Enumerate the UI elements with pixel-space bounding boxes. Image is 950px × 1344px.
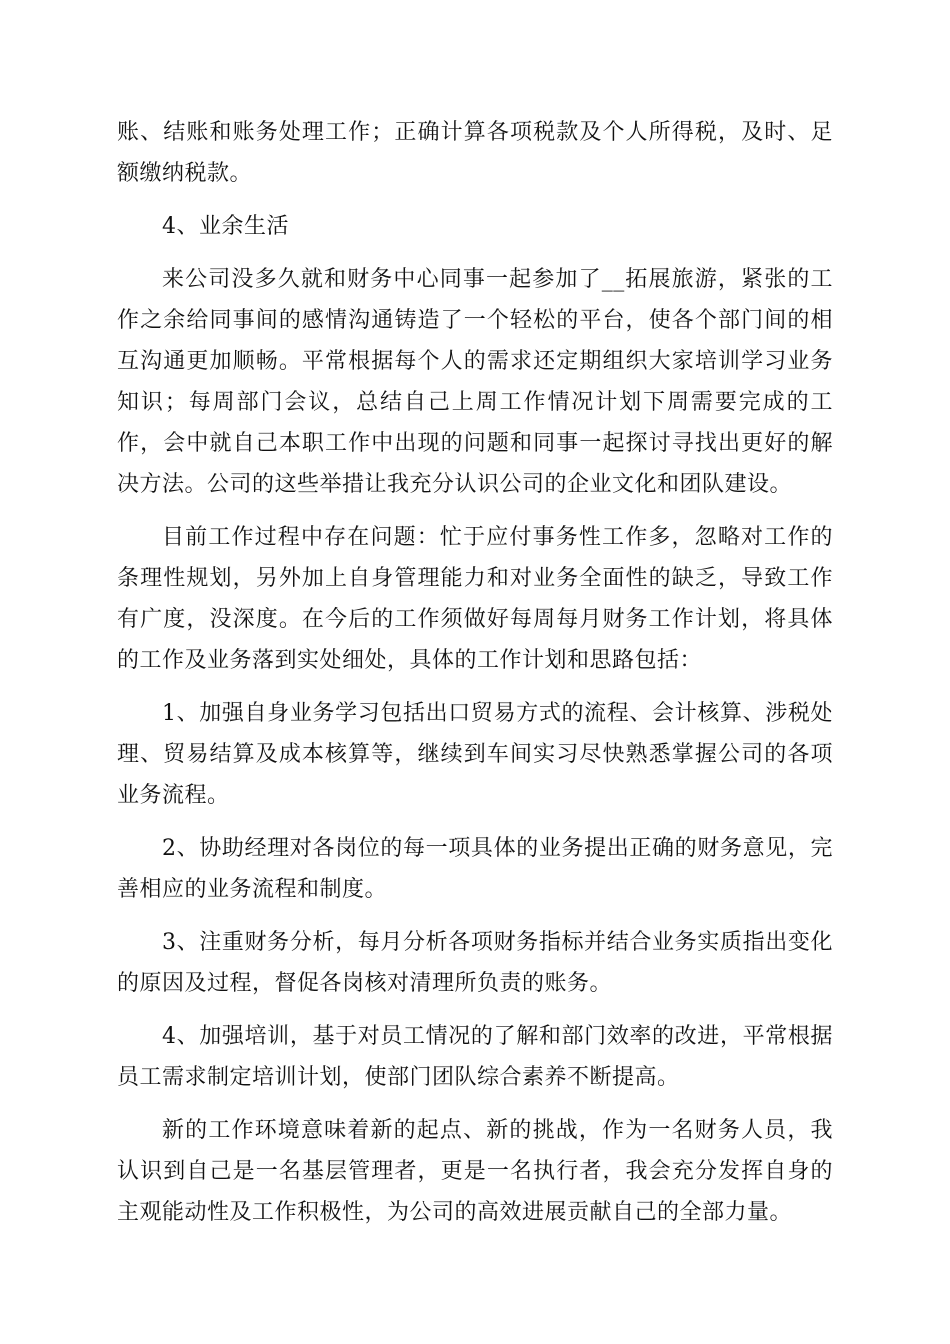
document-body	[117, 112, 833, 1233]
paragraph-leisure: 来公司没多久就和财务中心同事一起参加了__拓展旅游，紧张的工作之余给同事间的感情沟通铸造了一个轻松的平台，使各个部门间的相互沟通更加顺畅。平常根据每个人的需求还定期组织大家培训学习业务知识；每周部门会议，总结自己上周工作情况计划下周需要完成的工作，会中就自己本职工作中出现的问题和同事一起探讨寻找出更好的解决方法。公司的这些举措让我充分认识公司的企业文化和团队建设。	[117, 267, 833, 497]
list-item-3: 3、注重财务分析，每月分析各项财务指标并结合业务实质指出变化的原因及过程，督促各岗核对清理所负责的账务。	[117, 930, 833, 996]
paragraph-continuation: 账、结账和账务处理工作；正确计算各项税款及个人所得税，及时、足额缴纳税款。	[117, 120, 833, 186]
paragraph-problems: 目前工作过程中存在问题：忙于应付事务性工作多，忽略对工作的条理性规划，另外加上自身管理能力和对业务全面性的缺乏，导致工作有广度，没深度。在今后的工作须做好每周每月财务工作计划，将具体的工作及业务落到实处细处，具体的工作计划和思路包括：	[117, 525, 833, 673]
paragraph-conclusion: 新的工作环境意味着新的起点、新的挑战，作为一名财务人员，我认识到自己是一名基层管理者，更是一名执行者，我会充分发挥自身的主观能动性及工作积极性，为公司的高效进展贡献自己的全部力量。	[117, 1118, 833, 1225]
section-heading-leisure: 4、业余生活	[162, 214, 289, 239]
list-item-2: 2、协助经理对各岗位的每一项具体的业务提出正确的财务意见，完善相应的业务流程和制度。	[117, 836, 833, 902]
list-item-4: 4、加强培训，基于对员工情况的了解和部门效率的改进，平常根据员工需求制定培训计划，使部门团队综合素养不断提高。	[117, 1024, 833, 1090]
list-item-1: 1、加强自身业务学习包括出口贸易方式的流程、会计核算、涉税处理、贸易结算及成本核算等，继续到车间实习尽快熟悉掌握公司的各项业务流程。	[117, 701, 833, 808]
